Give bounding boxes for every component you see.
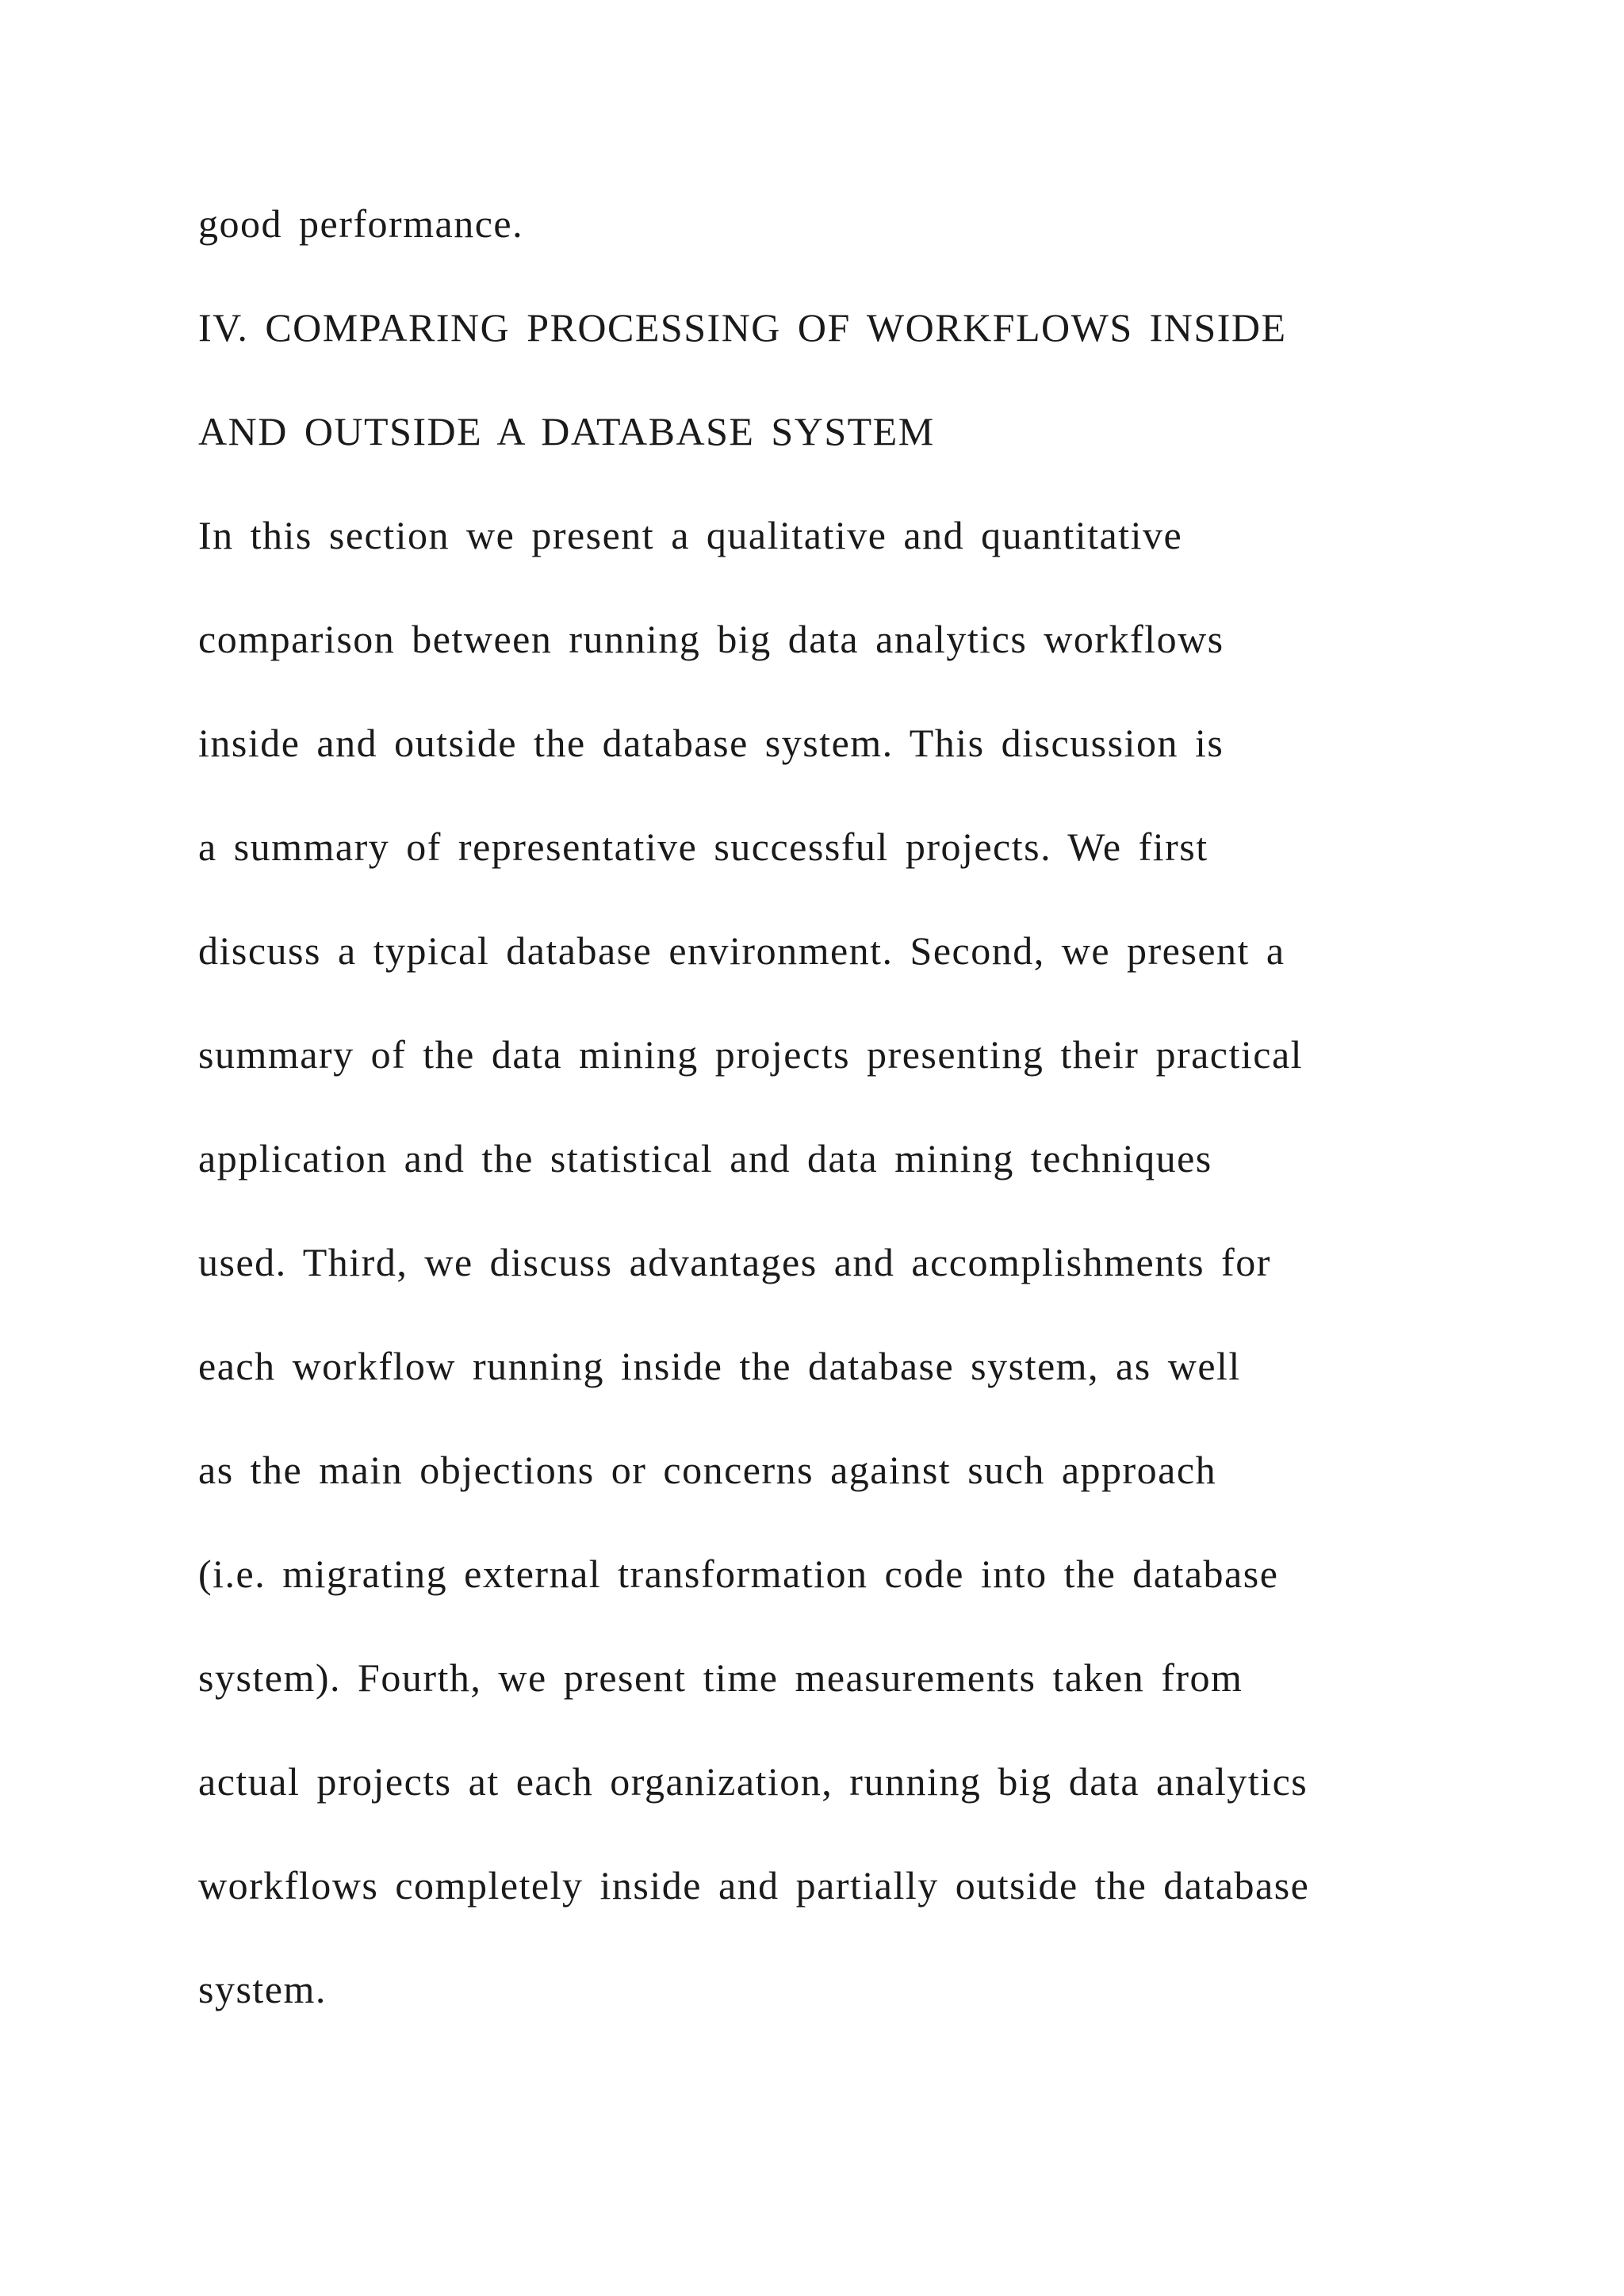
body-text-line: used. Third, we discuss advantages and accomplishments for: [198, 1240, 1271, 1284]
body-text-line: a summary of representative successful projects. We first: [198, 825, 1208, 869]
section-heading-line-1: IV. COMPARING PROCESSING OF WORKFLOWS INSIDE: [198, 305, 1287, 350]
body-text-line: (i.e. migrating external transformation code into the database: [198, 1552, 1279, 1596]
body-text-line: system). Fourth, we present time measurements taken from: [198, 1655, 1243, 1700]
body-text-line: each workflow running inside the database system, as well: [198, 1344, 1241, 1388]
body-text-line: as the main objections or concerns against such approach: [198, 1448, 1217, 1492]
body-text-line: inside and outside the database system. This discussion is: [198, 721, 1224, 765]
body-text-line: summary of the data mining projects presenting their practical: [198, 1032, 1304, 1077]
section-heading-line-2: AND OUTSIDE A DATABASE SYSTEM: [198, 409, 935, 453]
body-text-line: workflows completely inside and partially outside the database: [198, 1863, 1310, 1908]
body-text-line: discuss a typical database environment. Second, we present a: [198, 928, 1285, 973]
body-text-line: system.: [198, 1967, 327, 2011]
paragraph-end-line: good performance.: [198, 201, 524, 246]
body-text-line: actual projects at each organization, running big data analytics: [198, 1759, 1308, 1804]
body-text-line: In this section we present a qualitative and quantitative: [198, 513, 1183, 557]
body-text-line: application and the statistical and data mining techniques: [198, 1136, 1212, 1181]
body-text-line: comparison between running big data analytics workflows: [198, 617, 1224, 661]
